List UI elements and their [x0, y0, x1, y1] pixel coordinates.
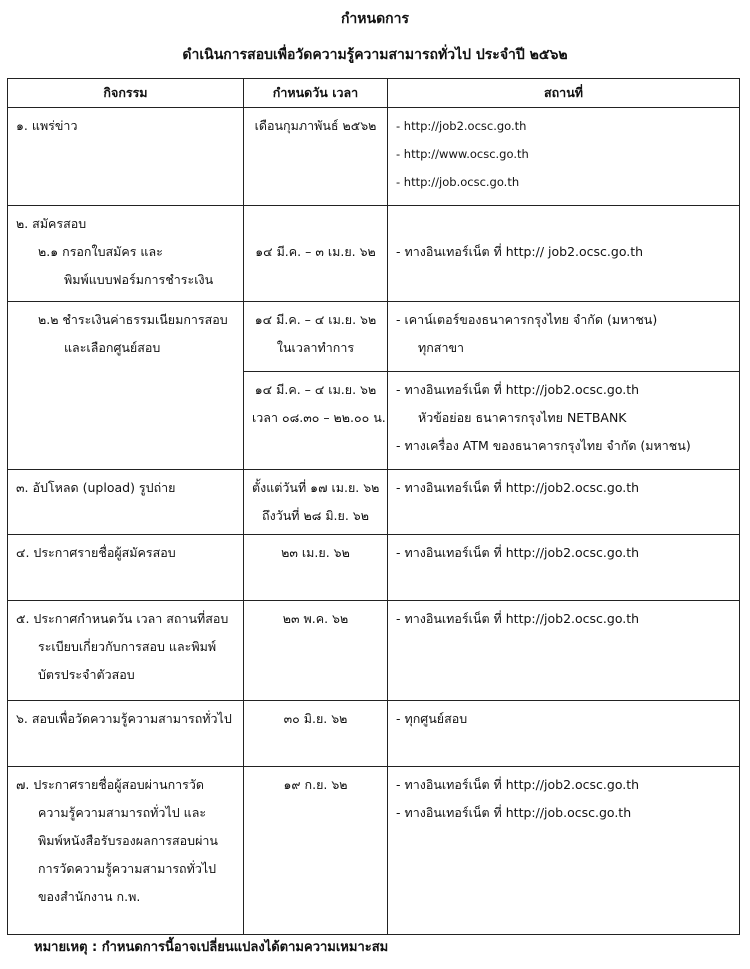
header-place: สถานที่ [388, 79, 740, 108]
place-cell: - เคาน์เตอร์ของธนาคารกรุงไทย จำกัด (มหาชน) ทุกสาขา [388, 302, 740, 372]
activity-cell: ๒.๒ ชำระเงินค่าธรรมเนียมการสอบ และเลือกศูนย์สอบ [8, 302, 244, 470]
footnote: หมายเหตุ : กำหนดการนี้อาจเปลี่ยนแปลงได้ตามความเหมาะสม [34, 940, 389, 955]
place-cell: - ทางอินเทอร์เน็ต ที่ http://job2.ocsc.go.th หัวข้อย่อย ธนาคารกรุงไทย NETBANK - ทางเครื่อง ATM ของธนาคารกรุงไทย จำกัด (มหาชน) [388, 372, 740, 470]
date-cell: ๒๓ เม.ย. ๖๒ [244, 535, 388, 601]
date-cell: ๓๐ มิ.ย. ๖๒ [244, 701, 388, 767]
activity-cell: ๒. สมัครสอบ ๒.๑ กรอกใบสมัคร และ พิมพ์แบบฟอร์มการชำระเงิน [8, 206, 244, 302]
date-cell: ๑๔ มี.ค. – ๓ เม.ย. ๖๒ [244, 206, 388, 302]
place-cell: - ทางอินเทอร์เน็ต ที่ http:// job2.ocsc.go.th [388, 206, 740, 302]
place-cell: - ทางอินเทอร์เน็ต ที่ http://job2.ocsc.go.th [388, 535, 740, 601]
date-cell: ๒๓ พ.ค. ๖๒ [244, 601, 388, 701]
date-cell: ตั้งแต่วันที่ ๑๗ เม.ย. ๖๒ ถึงวันที่ ๒๘ มิ.ย. ๖๒ [244, 470, 388, 535]
header-activity: กิจกรรม [8, 79, 244, 108]
schedule-table [7, 78, 740, 935]
date-cell: ๑๔ มี.ค. – ๔ เม.ย. ๖๒ ในเวลาทำการ [244, 302, 388, 372]
table-row [8, 767, 740, 935]
activity-cell: ๕. ประกาศกำหนดวัน เวลา สถานที่สอบ ระเบียบเกี่ยวกับการสอบ และพิมพ์ บัตรประจำตัวสอบ [8, 601, 244, 701]
date-cell: เดือนกุมภาพันธ์ ๒๕๖๒ [244, 108, 388, 206]
table-row [8, 470, 740, 535]
table-row [8, 206, 740, 302]
header-date: กำหนดวัน เวลา [244, 79, 388, 108]
activity-cell: ๗. ประกาศรายชื่อผู้สอบผ่านการวัด ความรู้ความสามารถทั่วไป และ พิมพ์หนังสือรับรองผลการสอบผ่าน การวัดความรู้ความสามารถทั่วไป ของสำนักงาน ก.พ. [8, 767, 244, 935]
place-cell: - ทางอินเทอร์เน็ต ที่ http://job2.ocsc.go.th [388, 601, 740, 701]
table-row [8, 701, 740, 767]
table-row [8, 535, 740, 601]
date-cell: ๑๔ มี.ค. – ๔ เม.ย. ๖๒ เวลา ๐๘.๓๐ – ๒๒.๐๐ น. [244, 372, 388, 470]
place-cell: - ทางอินเทอร์เน็ต ที่ http://job2.ocsc.go.th - ทางอินเทอร์เน็ต ที่ http://job.ocsc.go.th [388, 767, 740, 935]
page-subtitle: ดำเนินการสอบเพื่อวัดความรู้ความสามารถทั่วไป ประจำปี ๒๕๖๒ [182, 47, 568, 63]
table-row [8, 108, 740, 206]
place-cell: - http://job2.ocsc.go.th - http://www.ocsc.go.th - http://job.ocsc.go.th [388, 108, 740, 206]
activity-cell: ๔. ประกาศรายชื่อผู้สมัครสอบ [8, 535, 244, 601]
activity-cell: ๓. อัปโหลด (upload) รูปถ่าย [8, 470, 244, 535]
place-cell: - ทางอินเทอร์เน็ต ที่ http://job2.ocsc.go.th [388, 470, 740, 535]
table-row [8, 302, 740, 372]
activity-cell: ๑. แพร่ข่าว [8, 108, 244, 206]
page-title: กำหนดการ [340, 11, 410, 27]
date-cell: ๑๙ ก.ย. ๖๒ [244, 767, 388, 935]
table-header-row [8, 79, 740, 108]
table-row [8, 601, 740, 701]
place-cell: - ทุกศูนย์สอบ [388, 701, 740, 767]
activity-cell: ๖. สอบเพื่อวัดความรู้ความสามารถทั่วไป [8, 701, 244, 767]
